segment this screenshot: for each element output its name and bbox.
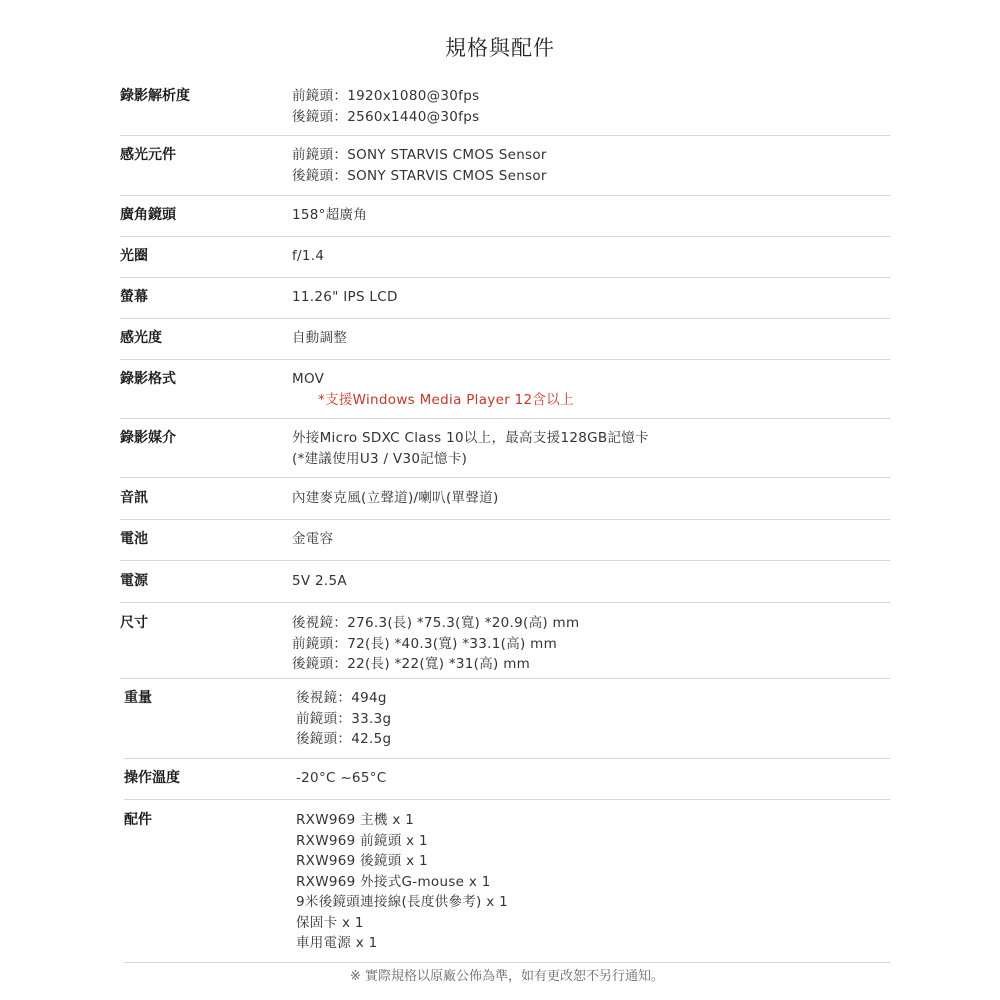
spec-value: 車用電源 x 1	[296, 935, 378, 951]
spec-value: 前鏡頭：33.3g	[296, 710, 392, 727]
spec-value: 外接Micro SDXC Class 10以上，最高支援128GB記憶卡	[292, 430, 649, 446]
spec-label: 廣角鏡頭	[120, 207, 176, 223]
spec-label: 配件	[124, 812, 152, 828]
spec-label: 感光度	[120, 330, 162, 346]
spec-note: *支援Windows Media Player 12含以上	[318, 391, 574, 408]
spec-row-power	[120, 561, 890, 603]
spec-label: 錄影媒介	[120, 430, 176, 446]
spec-value: (*建議使用U3 / V30記憶卡)	[292, 450, 468, 467]
spec-values	[292, 246, 890, 277]
spec-value: RXW969 前鏡頭 x 1	[296, 832, 428, 849]
spec-value: RXW969 後鏡頭 x 1	[296, 853, 428, 869]
spec-table	[120, 80, 890, 960]
spec-value: 前鏡頭：72(長) *40.3(寬) *33.1(高) mm	[292, 635, 558, 652]
spec-value: 後鏡頭：SONY STARVIS CMOS Sensor	[292, 167, 547, 184]
spec-value: 後視鏡：494g	[296, 690, 387, 706]
spec-value: 158°超廣角	[292, 207, 368, 223]
spec-value: 9米後鏡頭連接線(長度供參考) x 1	[296, 894, 508, 910]
page-title: 規格與配件	[445, 36, 555, 60]
spec-label: 螢幕	[120, 289, 148, 305]
spec-value: 金電容	[292, 531, 334, 547]
spec-value: 內建麥克風(立聲道)/喇叭(單聲道)	[292, 490, 499, 506]
spec-label: 感光元件	[120, 147, 176, 163]
spec-values	[292, 529, 890, 560]
spec-label: 尺寸	[120, 615, 148, 631]
spec-row-weight	[124, 679, 890, 759]
footnote: ※ 實際規格以原廠公佈為準，如有更改恕不另行通知。	[124, 962, 890, 984]
spec-row-media	[120, 419, 890, 478]
spec-row-accessories	[124, 800, 890, 960]
spec-value: f/1.4	[292, 248, 325, 264]
spec-label: 重量	[124, 690, 152, 706]
spec-row-battery	[120, 520, 890, 561]
spec-values	[292, 287, 890, 318]
spec-label: 光圈	[120, 248, 148, 264]
spec-row-aperture	[120, 237, 890, 278]
spec-value: 後視鏡：276.3(長) *75.3(寬) *20.9(高) mm	[292, 615, 580, 631]
spec-values	[292, 488, 890, 519]
spec-value: 保固卡 x 1	[296, 914, 364, 931]
spec-row-iso	[120, 319, 890, 360]
spec-row-screen	[120, 278, 890, 319]
spec-values	[296, 810, 890, 960]
spec-label: 錄影解析度	[120, 88, 190, 104]
spec-values	[292, 369, 890, 418]
spec-values	[296, 688, 890, 758]
spec-row-lens	[120, 196, 890, 237]
spec-value: RXW969 外接式G-mouse x 1	[296, 873, 491, 890]
spec-row-temperature	[124, 759, 890, 800]
spec-values	[292, 86, 890, 135]
spec-row-audio	[120, 478, 890, 520]
spec-row-format	[120, 360, 890, 419]
spec-value: RXW969 主機 x 1	[296, 812, 415, 828]
spec-values	[292, 145, 890, 195]
spec-value: 後鏡頭：22(長) *22(寬) *31(高) mm	[292, 656, 531, 672]
spec-value: 前鏡頭：1920x1080@30fps	[292, 88, 480, 104]
spec-label: 操作溫度	[124, 770, 180, 786]
spec-label: 音訊	[120, 490, 148, 506]
spec-value: MOV	[292, 371, 325, 387]
spec-row-sensor	[120, 136, 890, 196]
spec-values	[292, 428, 890, 477]
spec-values	[296, 768, 890, 799]
spec-label: 電池	[120, 531, 148, 547]
spec-value: 前鏡頭：SONY STARVIS CMOS Sensor	[292, 147, 547, 163]
spec-value: 11.26" IPS LCD	[292, 289, 398, 305]
spec-values	[292, 613, 890, 678]
spec-value: -20°C ~65°C	[296, 770, 387, 786]
spec-value: 自動調整	[292, 330, 348, 346]
spec-values	[292, 328, 890, 359]
spec-value: 後鏡頭：2560x1440@30fps	[292, 108, 480, 125]
spec-values	[292, 571, 890, 602]
spec-label: 電源	[120, 573, 148, 589]
spec-row-dimensions	[120, 603, 890, 679]
spec-value: 5V 2.5A	[292, 573, 347, 589]
spec-values	[292, 205, 890, 236]
spec-label: 錄影格式	[120, 371, 176, 387]
spec-row-resolution	[120, 80, 890, 136]
spec-value: 後鏡頭：42.5g	[296, 731, 392, 747]
